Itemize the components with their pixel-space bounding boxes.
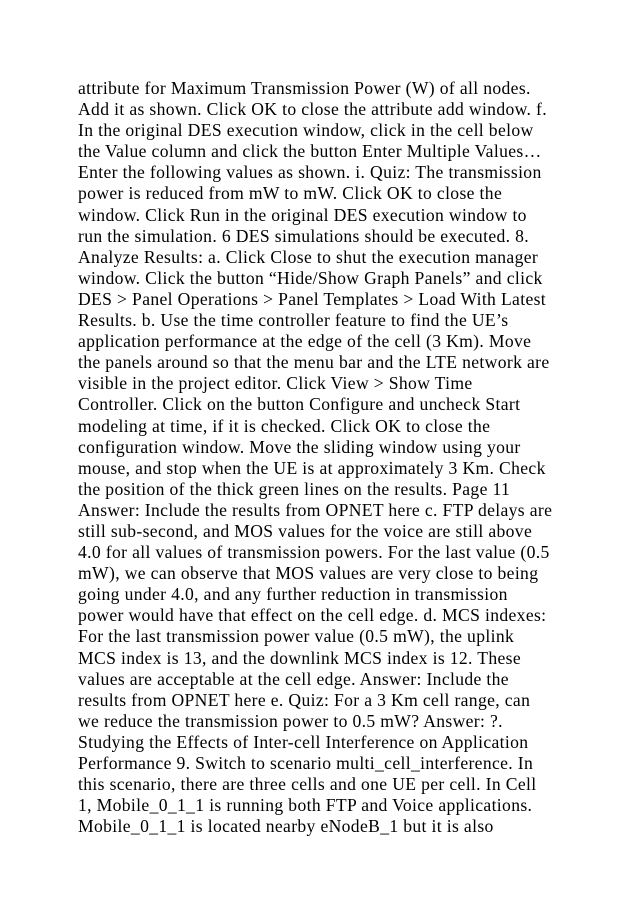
text-line: values are acceptable at the cell edge. Answer: Include the — [78, 668, 509, 689]
text-line: Studying the Effects of Inter-cell Interference on Application — [78, 731, 529, 752]
text-line: run the simulation. 6 DES simulations should be executed. 8. — [78, 225, 530, 246]
text-line: application performance at the edge of the cell (3 Km). Move — [78, 331, 532, 352]
text-line: For the last transmission power value (0.5 mW), the uplink — [78, 626, 515, 647]
text-line: Analyze Results: a. Click Close to shut the execution manager — [78, 246, 539, 267]
text-line: attribute for Maximum Transmission Power (W) of all nodes. — [78, 78, 531, 98]
text-line: Answer: Include the results from OPNET here c. FTP delays are — [78, 499, 553, 520]
text-line: Results. b. Use the time controller feature to find the UE’s — [78, 310, 509, 331]
text-line: visible in the project editor. Click View > Show Time — [78, 373, 473, 394]
text-line: configuration window. Move the sliding window using your — [78, 436, 521, 457]
text-line: 1, Mobile_0_1_1 is running both FTP and Voice applications. — [78, 795, 533, 816]
text-line: results from OPNET here e. Quiz: For a 3 Km cell range, can — [78, 689, 531, 710]
text-line: Enter the following values as shown. i. Quiz: The transmission — [78, 162, 542, 183]
text-line: Mobile_0_1_1 is located nearby eNodeB_1 but it is also — [78, 816, 494, 837]
text-line: 4.0 for all values of transmission powers. For the last value (0.5 — [78, 542, 550, 563]
text-line: still sub-second, and MOS values for the voice are still above — [78, 520, 533, 541]
text-line: mouse, and stop when the UE is at approximately 3 Km. Check — [78, 457, 546, 478]
text-line: going under 4.0, and any further reduction in transmission — [78, 584, 508, 605]
text-line: this scenario, there are three cells and one UE per cell. In Cell — [78, 774, 537, 795]
text-line: modeling at time, if it is checked. Click OK to close the — [78, 415, 491, 436]
text-line: window. Click Run in the original DES execution window to — [78, 204, 527, 225]
text-line: In the original DES execution window, click in the cell below — [78, 120, 534, 141]
text-line: Controller. Click on the button Configure and uncheck Start — [78, 394, 521, 415]
text-line: window. Click the button “Hide/Show Graph Panels” and click — [78, 267, 543, 288]
document-body — [78, 78, 578, 837]
text-line: mW), we can observe that MOS values are very close to being — [78, 563, 539, 584]
text-line: MCS index is 13, and the downlink MCS index is 12. These — [78, 647, 521, 668]
text-line: power would have that effect on the cell edge. d. MCS indexes: — [78, 605, 547, 626]
text-line: power is reduced from mW to mW. Click OK to close the — [78, 183, 503, 204]
text-line: the panels around so that the menu bar and the LTE network are — [78, 352, 550, 373]
text-line: Add it as shown. Click OK to close the attribute add window. f. — [78, 99, 547, 120]
text-line: the position of the thick green lines on the results. Page 11 — [78, 478, 511, 499]
text-line: Performance 9. Switch to scenario multi_cell_interference. In — [78, 753, 534, 773]
text-line: DES > Panel Operations > Panel Templates > Load With Latest — [78, 288, 547, 309]
text-line: we reduce the transmission power to 0.5 mW? Answer: ?. — [78, 710, 503, 731]
text-line: the Value column and click the button Enter Multiple Values… — [78, 141, 542, 162]
